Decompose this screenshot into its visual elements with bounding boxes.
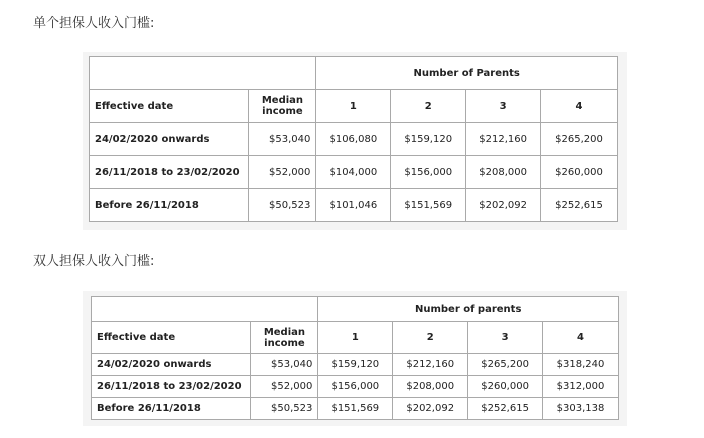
median-income-header: Median income xyxy=(251,322,318,354)
median-income-cell: $53,040 xyxy=(249,123,316,156)
median-income-header: Median income xyxy=(249,90,316,123)
parents-3-cell: $208,000 xyxy=(466,156,541,189)
table-row xyxy=(90,156,618,189)
parents-4-header: 4 xyxy=(543,322,619,354)
effective-date-cell: 26/11/2018 to 23/02/2020 xyxy=(92,376,251,398)
number-of-parents-header: Number of parents xyxy=(318,297,619,322)
parents-4-cell: $312,000 xyxy=(543,376,619,398)
effective-date-cell: Before 26/11/2018 xyxy=(92,398,251,420)
parents-3-cell: $202,092 xyxy=(466,189,541,222)
parents-4-cell: $252,615 xyxy=(541,189,618,222)
effective-date-cell: 24/02/2020 onwards xyxy=(92,354,251,376)
parents-1-cell: $106,080 xyxy=(316,123,391,156)
single-sponsor-table xyxy=(89,56,618,222)
parents-2-header: 2 xyxy=(391,90,466,123)
parents-4-cell: $303,138 xyxy=(543,398,619,420)
dual-sponsor-table xyxy=(91,296,619,420)
parents-1-header: 1 xyxy=(318,322,393,354)
table-header-row xyxy=(90,90,618,123)
parents-1-cell: $151,569 xyxy=(318,398,393,420)
median-income-cell: $50,523 xyxy=(251,398,318,420)
effective-date-cell: 24/02/2020 onwards xyxy=(90,123,249,156)
parents-2-cell: $156,000 xyxy=(391,156,466,189)
parents-2-cell: $212,160 xyxy=(393,354,468,376)
table-row xyxy=(90,123,618,156)
median-income-cell: $52,000 xyxy=(251,376,318,398)
parents-1-header: 1 xyxy=(316,90,391,123)
parents-1-cell: $159,120 xyxy=(318,354,393,376)
parents-3-cell: $265,200 xyxy=(468,354,543,376)
table-header-row xyxy=(92,322,619,354)
parents-3-cell: $260,000 xyxy=(468,376,543,398)
effective-date-header: Effective date xyxy=(92,322,251,354)
parents-4-cell: $318,240 xyxy=(543,354,619,376)
parents-4-header: 4 xyxy=(541,90,618,123)
header-blank-cell xyxy=(90,57,316,90)
table-row xyxy=(92,354,619,376)
median-income-cell: $52,000 xyxy=(249,156,316,189)
parents-3-header: 3 xyxy=(466,90,541,123)
table-header-row xyxy=(92,297,619,322)
effective-date-cell: 26/11/2018 to 23/02/2020 xyxy=(90,156,249,189)
parents-2-cell: $159,120 xyxy=(391,123,466,156)
median-income-cell: $53,040 xyxy=(251,354,318,376)
parents-4-cell: $265,200 xyxy=(541,123,618,156)
median-income-cell: $50,523 xyxy=(249,189,316,222)
parents-1-cell: $156,000 xyxy=(318,376,393,398)
parents-2-cell: $151,569 xyxy=(391,189,466,222)
parents-1-cell: $101,046 xyxy=(316,189,391,222)
dual-sponsor-heading: 双人担保人收入门槛: xyxy=(33,254,155,269)
table-row xyxy=(90,189,618,222)
parents-4-cell: $260,000 xyxy=(541,156,618,189)
header-blank-cell xyxy=(92,297,318,322)
parents-2-cell: $202,092 xyxy=(393,398,468,420)
parents-1-cell: $104,000 xyxy=(316,156,391,189)
parents-3-cell: $212,160 xyxy=(466,123,541,156)
parents-2-header: 2 xyxy=(393,322,468,354)
parents-3-cell: $252,615 xyxy=(468,398,543,420)
table-row xyxy=(92,376,619,398)
table-header-row xyxy=(90,57,618,90)
single-sponsor-heading: 单个担保人收入门槛: xyxy=(33,16,155,31)
parents-3-header: 3 xyxy=(468,322,543,354)
effective-date-header: Effective date xyxy=(90,90,249,123)
effective-date-cell: Before 26/11/2018 xyxy=(90,189,249,222)
parents-2-cell: $208,000 xyxy=(393,376,468,398)
table-row xyxy=(92,398,619,420)
number-of-parents-header: Number of Parents xyxy=(316,57,618,90)
